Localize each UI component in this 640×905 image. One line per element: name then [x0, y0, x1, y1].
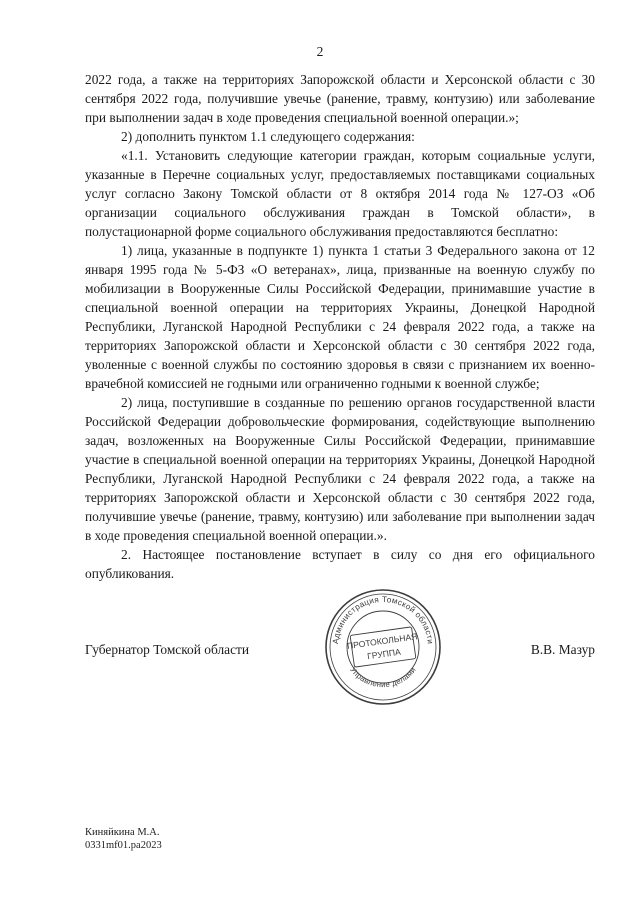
paragraph-subitem-1: 1) лица, указанные в подпункте 1) пункта 1 статьи 3 Федерального закона от 12 января 1995 года № 5-ФЗ «О ветеранах», лица, призванные на военную службу по мобилизации в Вооруженные Силы Российской Федерации, принимавшие участие в специальной военной операции на территориях Украины, Донецкой Народной Республики, Луганской Народной Республики с 24 февраля 2022 года, а также на территориях Запорожской области и Херсонской области с 30 сентября 2022 года, уволенные с военной службы по состоянию здоровья в связи с признанием их военно-врачебной комиссией не годными или ограниченно годными к военной службе;: [85, 243, 595, 391]
official-stamp: [322, 586, 444, 708]
stamp-center-line1: ПРОТОКОЛЬНАЯ: [346, 631, 418, 651]
document-footer: [85, 826, 162, 852]
paragraph-amendment-2: 2) дополнить пунктом 1.1 следующего содержания:: [121, 129, 415, 144]
signatory-name: В.В. Мазур: [530, 642, 595, 657]
page-number: 2: [316, 44, 324, 59]
stamp-bottom-text: Управление делами: [348, 665, 418, 690]
paragraph-subitem-2: 2) лица, поступившие в созданные по решению органов государственной власти Российской Федерации добровольческие формирования, содействующие выполнению задач, возложенных на Вооруженные Силы Российской Федерации, принимавшие участие в специальной военной операции на территориях Украины, Донецкой Народной Республики, Луганской Народной Республики с 24 февраля 2022 года, а также на территориях Запорожской области и Херсонской области с 30 сентября 2022 года, получившие увечье (ранение, травму, контузию) или заболевание при выполнении задач в ходе проведения специальной военной операции.».: [85, 395, 595, 543]
paragraph-effective-date: 2. Настоящее постановление вступает в силу со дня его официального опубликования.: [85, 547, 595, 581]
stamp-center-line2: ГРУППА: [366, 646, 402, 662]
footer-author: Киняйкина М.А.: [85, 827, 160, 838]
document-body: [85, 70, 595, 583]
footer-code: 0331mf01.pa2023: [85, 840, 162, 851]
paragraph-clause-1-1: «1.1. Установить следующие категории граждан, которым социальные услуги, указанные в Перечне социальных услуг, предоставляемых поставщиками социальных услуг согласно Закону Томской области от 8 октября 2014 года № 127-ОЗ «Об организации социального обслуживания граждан в Томской области», в полустационарной форме социального обслуживания предоставляются бесплатно:: [85, 148, 595, 239]
signatory-position: Губернатор Томской области: [85, 642, 250, 657]
stamp-outer-text: Администрация Томской области: [331, 594, 435, 645]
paragraph-continuation: 2022 года, а также на территориях Запорожской области и Херсонской области с 30 сентября 2022 года, получившие увечье (ранение, травму, контузию) или заболевание при выполнении задач в ходе проведения специальной военной операции.»;: [85, 72, 595, 125]
svg-text:Управление делами: [348, 665, 418, 689]
